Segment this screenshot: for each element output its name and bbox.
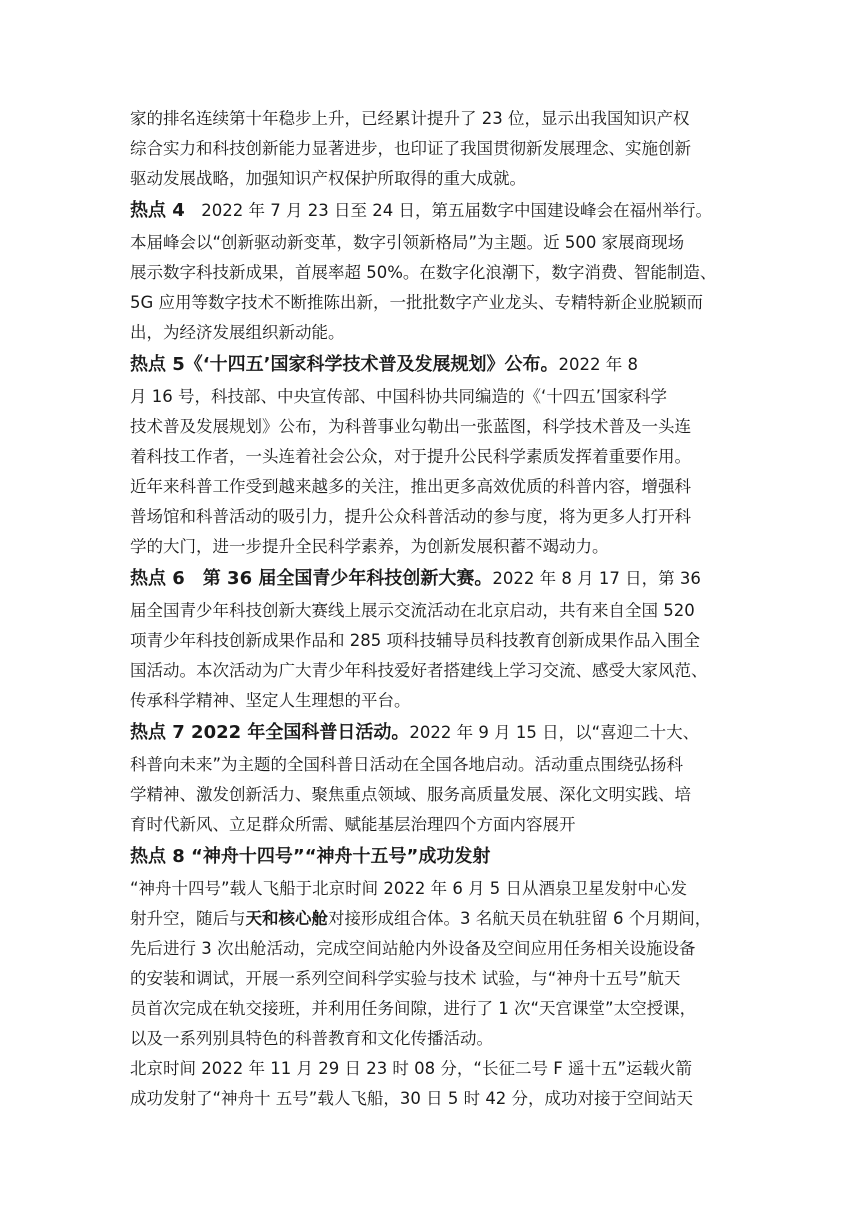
text-line <box>130 904 735 934</box>
paragraph-intellectual-property <box>130 104 735 194</box>
text-line <box>130 840 735 874</box>
text-line: 技术普及发展规划》公布，为科普事业勾勒出一张蓝图，科学技术普及一头连 <box>130 417 691 436</box>
section-heading: 热点 5《‘十四五’国家科学技术普及发展规划》公布。 <box>130 354 559 375</box>
bold-term: 天和核心舱 <box>245 909 328 928</box>
section-heading: 热点 8 “神舟十四号”“神舟十五号”成功发射 <box>130 846 491 867</box>
text-line: 近年来科普工作受到越来越多的关注，推出更多高效优质的科普内容，增强科 <box>130 477 691 496</box>
text-line: 家的排名连续第十年稳步上升，已经累计提升了 23 位，显示出我国知识产权 <box>130 109 690 128</box>
text-line: 先后进行 3 次出舱活动，完成空间站舱内外设备及空间应用任务相关设施设备 <box>130 939 696 958</box>
text-line: 国活动。本次活动为广大青少年科技爱好者搭建线上学习交流、感受大家风范、 <box>130 661 708 680</box>
text-span: 对接形成组合体。3 名航天员在轨驻留 6 个月期间， <box>328 909 712 928</box>
text-line: 综合实力和科技创新能力显著进步，也印证了我国贯彻新发展理念、实施创新 <box>130 139 691 158</box>
section-hotspot-8 <box>130 840 735 1114</box>
text-line <box>130 194 735 228</box>
text-line: 以及一系列别具特色的科普教育和文化传播活动。 <box>130 1029 493 1048</box>
text-line: 员首次完成在轨交接班，并利用任务间隙，进行了 1 次“天宫课堂”太空授课， <box>130 999 697 1018</box>
text-line: 出，为经济发展组织新动能。 <box>130 323 345 342</box>
text-line: 学精神、激发创新活力、聚焦重点领域、服务高质量发展、深化文明实践、培 <box>130 785 691 804</box>
section-heading: 热点 6 第 36 届全国青少年科技创新大赛。 <box>130 568 493 589</box>
text-span: 2022 年 8 月 17 日，第 36 <box>492 569 701 588</box>
text-span: 2022 年 9 月 15 日，以“喜迎二十大、 <box>409 723 700 742</box>
text-line: 育时代新风、立足群众所需、赋能基层治理四个方面内容展开 <box>130 815 576 834</box>
text-line <box>130 348 735 382</box>
section-heading: 热点 4 <box>130 200 185 221</box>
section-heading: 热点 7 2022 年全国科普日活动。 <box>130 722 410 743</box>
section-hotspot-4 <box>130 194 735 348</box>
text-span: 2022 年 8 <box>558 355 638 374</box>
text-line: 的安装和调试，开展一系列空间科学实验与技术 试验，与“神舟十五号”航天 <box>130 969 681 988</box>
section-hotspot-6 <box>130 562 735 716</box>
text-line: “神舟十四号”载人飞船于北京时间 2022 年 6 月 5 日从酒泉卫星发射中心发 <box>130 879 688 898</box>
document-page <box>130 104 735 1114</box>
text-line: 5G 应用等数字技术不断推陈出新，一批批数字产业龙头、专精特新企业脱颖而 <box>130 293 704 312</box>
text-line: 本届峰会以“创新驱动新变革，数字引领新格局”为主题。近 500 家展商现场 <box>130 233 685 252</box>
text-span: 2022 年 7 月 23 日至 24 日，第五届数字中国建设峰会在福州举行。 <box>184 201 712 220</box>
text-line: 科普向未来”为主题的全国科普日活动在全国各地启动。活动重点围绕弘扬科 <box>130 755 684 774</box>
text-line: 学的大门，进一步提升全民科学素养，为创新发展积蓄不竭动力。 <box>130 537 609 556</box>
text-line: 展示数字科技新成果，首展率超 50%。在数字化浪潮下，数字消费、智能制造、 <box>130 263 717 282</box>
text-line: 月 16 号，科技部、中央宣传部、中国科协共同编造的《‘十四五’国家科学 <box>130 387 667 406</box>
text-line: 驱动发展战略，加强知识产权保护所取得的重大成就。 <box>130 169 526 188</box>
section-hotspot-7 <box>130 716 735 840</box>
section-hotspot-5 <box>130 348 735 562</box>
text-line <box>130 716 735 750</box>
text-line: 届全国青少年科技创新大赛线上展示交流活动在北京启动，共有来自全国 520 <box>130 601 695 620</box>
text-line: 北京时间 2022 年 11 月 29 日 23 时 08 分，“长征二号 F 遥十五”运载火箭 <box>130 1059 692 1078</box>
text-span: 射升空，随后与 <box>130 909 246 928</box>
text-line: 项青少年科技创新成果作品和 285 项科技辅导员科技教育创新成果作品入围全 <box>130 631 700 650</box>
text-line: 普场馆和科普活动的吸引力，提升公众科普活动的参与度，将为更多人打开科 <box>130 507 691 526</box>
text-line: 着科技工作者，一头连着社会公众，对于提升公民科学素质发挥着重要作用。 <box>130 447 691 466</box>
text-line: 传承科学精神、坚定人生理想的平台。 <box>130 691 411 710</box>
text-line <box>130 562 735 596</box>
text-line: 成功发射了“神舟十 五号”载人飞船，30 日 5 时 42 分，成功对接于空间站天 <box>130 1089 694 1108</box>
